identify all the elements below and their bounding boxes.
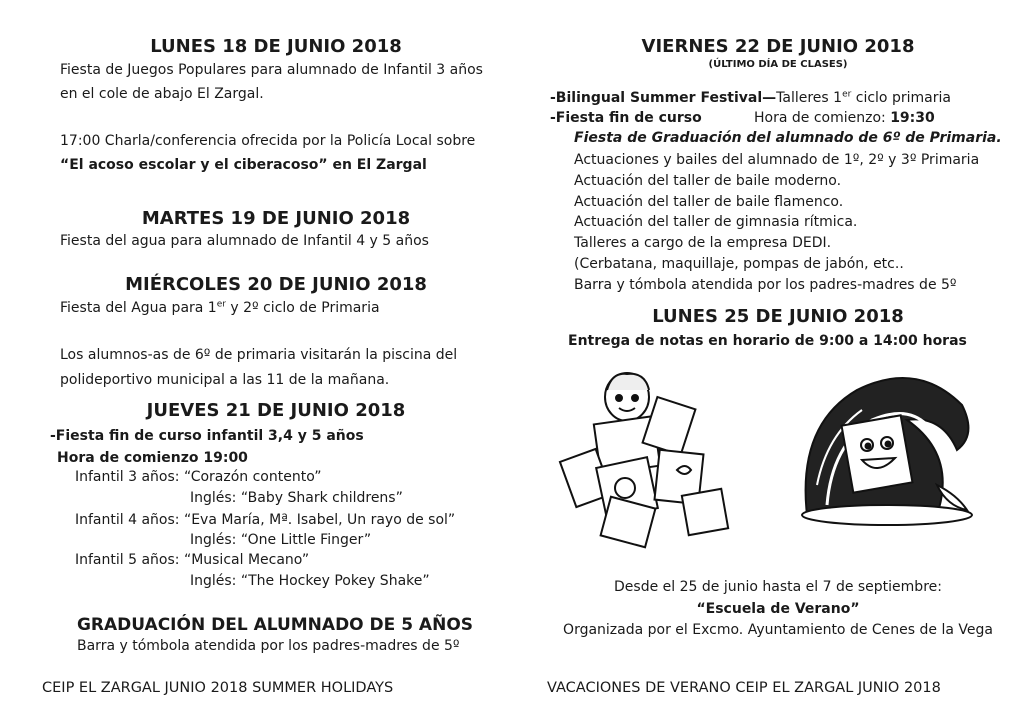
day3-line3: polideportivo municipal a las 11 de la mañana.	[60, 372, 390, 388]
surfing-book-illustration	[787, 365, 987, 550]
item-3: Actuación del taller de baile flamenco.	[574, 194, 844, 210]
fiesta-time-label: Hora de comienzo:	[754, 110, 891, 126]
heading-martes-19: MARTES 19 DE JUNIO 2018	[141, 208, 411, 229]
festival-bold: -Bilingual Summer Festival—	[550, 90, 777, 106]
show-class-1: Infantil 3 años: “Corazón contento”	[75, 469, 322, 485]
heading-graduacion-5: GRADUACIÓN DEL ALUMNADO DE 5 AÑOS	[76, 615, 474, 635]
graduation-line1: Barra y tómbola atendida por los padres-madres de 5º	[77, 638, 460, 654]
day1-line1: Fiesta de Juegos Populares para alumnado de Infantil 3 años	[60, 62, 483, 78]
item-4: Actuación del taller de gimnasia rítmica.	[574, 214, 858, 230]
item-2: Actuación del taller de baile moderno.	[574, 173, 842, 189]
festival-a: Talleres 1	[776, 90, 843, 106]
day3-line2: Los alumnos-as de 6º de primaria visitarán la piscina del	[60, 347, 458, 363]
day4-line1: -Fiesta fin de curso infantil 3,4 y 5 años	[50, 428, 364, 444]
day1-line4: “El acoso escolar y el ciberacoso” en El Zargal	[60, 157, 427, 173]
fiesta-time-line	[754, 110, 935, 126]
heading-viernes-sub: (ÚLTIMO DÍA DE CLASES)	[708, 59, 848, 70]
heading-jueves-21: JUEVES 21 DE JUNIO 2018	[146, 400, 406, 421]
item-6: (Cerbatana, maquillaje, pompas de jabón, etc..	[574, 256, 904, 272]
day3-line1-b: y 2º ciclo de Primaria	[225, 300, 380, 316]
fiesta-time: 19:30	[890, 110, 935, 126]
left-footer: CEIP EL ZARGAL JUNIO 2018 SUMMER HOLIDAYS	[42, 680, 394, 696]
heading-miercoles-20: MIÉRCOLES 20 DE JUNIO 2018	[125, 274, 427, 295]
notas-line: Entrega de notas en horario de 9:00 a 14:00 horas	[568, 333, 967, 349]
graduation-6: Fiesta de Graduación del alumnado de 6º de Primaria.	[574, 130, 1002, 146]
festival-b: ciclo primaria	[851, 90, 951, 106]
day1-line3: 17:00 Charla/conferencia ofrecida por la Policía Local sobre	[60, 133, 476, 149]
show-english-3: Inglés: “The Hockey Pokey Shake”	[190, 573, 430, 589]
show-class-3: Infantil 5 años: “Musical Mecano”	[75, 552, 310, 568]
day3-line1	[60, 300, 380, 316]
heading-lunes-18: LUNES 18 DE JUNIO 2018	[150, 36, 402, 57]
day3-line1-sup: er	[216, 299, 226, 310]
day3-line1-a: Fiesta del Agua para 1	[60, 300, 217, 316]
show-english-2: Inglés: “One Little Finger”	[190, 532, 372, 548]
day1-line2: en el cole de abajo El Zargal.	[60, 86, 264, 102]
heading-viernes-22: VIERNES 22 DE JUNIO 2018	[641, 36, 915, 57]
show-class-2: Infantil 4 años: “Eva María, Mª. Isabel, Un rayo de sol”	[75, 512, 456, 528]
summer-line3: Organizada por el Excmo. Ayuntamiento de Cenes de la Vega	[563, 622, 993, 638]
item-7: Barra y tómbola atendida por los padres-madres de 5º	[574, 277, 957, 293]
day2-line1: Fiesta del agua para alumnado de Infantil 4 y 5 años	[60, 233, 429, 249]
right-page	[512, 0, 1024, 724]
right-footer: VACACIONES DE VERANO CEIP EL ZARGAL JUNIO 2018	[547, 680, 941, 696]
item-1: Actuaciones y bailes del alumnado de 1º, 2º y 3º Primaria	[574, 152, 980, 168]
festival-sup: er	[842, 89, 852, 100]
child-reading-books-illustration	[557, 362, 747, 552]
item-5: Talleres a cargo de la empresa DEDI.	[574, 235, 832, 251]
day4-line2: Hora de comienzo 19:00	[57, 450, 248, 466]
summer-line2: “Escuela de Verano”	[696, 601, 860, 617]
festival-line	[550, 90, 951, 106]
show-english-1: Inglés: “Baby Shark childrens”	[190, 490, 403, 506]
heading-lunes-25: LUNES 25 DE JUNIO 2018	[652, 306, 904, 327]
fiesta-fin-curso: -Fiesta fin de curso	[550, 110, 702, 126]
summer-line1: Desde el 25 de junio hasta el 7 de septiembre:	[614, 579, 942, 595]
